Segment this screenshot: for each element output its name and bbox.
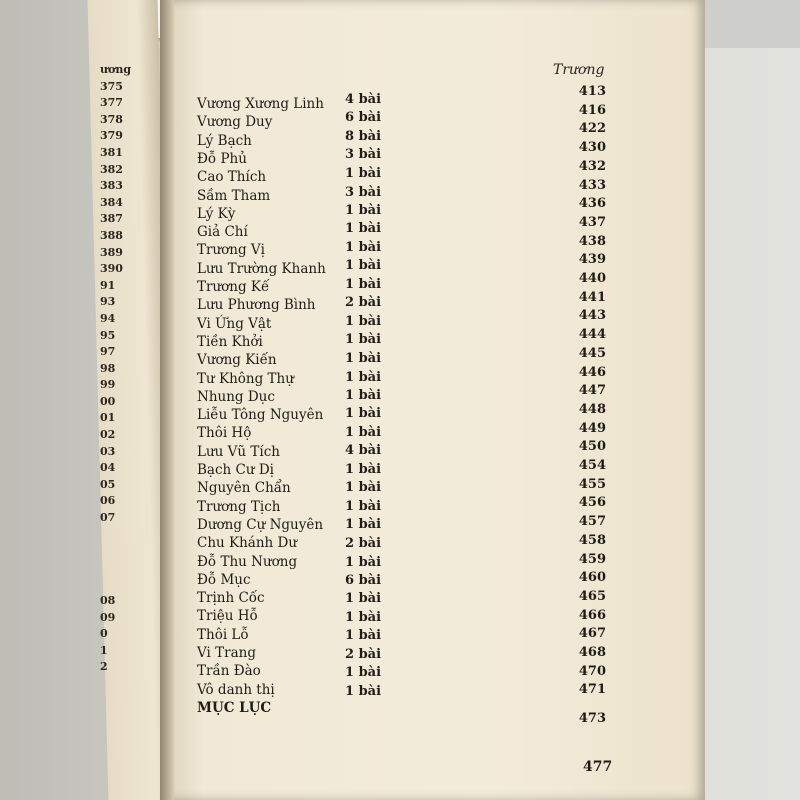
left-page-number: 95 <box>100 328 116 342</box>
entry-name: Thôi Lỗ <box>197 626 249 643</box>
entry-count: 1 bài <box>345 609 382 625</box>
entry-count: 4 bài <box>345 92 382 107</box>
entry-count: 1 bài <box>345 350 382 366</box>
left-page-number: 0 <box>100 627 108 641</box>
table-row <box>0 699 800 727</box>
left-page-number: 382 <box>100 162 123 176</box>
left-page-number: 02 <box>100 428 116 442</box>
entry-count: 1 bài <box>345 258 382 274</box>
entry-count: 1 bài <box>345 369 382 385</box>
table-row <box>0 271 800 295</box>
left-page-number: 2 <box>100 660 108 674</box>
table-row <box>0 458 800 476</box>
entry-name: Đỗ Phủ <box>197 150 247 167</box>
entry-page: 449 <box>578 420 606 436</box>
entry-name: Lý Kỳ <box>197 205 236 222</box>
entry-name: Lưu Trường Khanh <box>197 260 326 277</box>
entry-page: 430 <box>578 140 606 156</box>
entry-count: 1 bài <box>345 517 382 533</box>
entry-name: Đỗ Mục <box>197 571 251 588</box>
table-row <box>0 252 800 277</box>
page-column-header: Trương <box>553 62 605 78</box>
left-page-number: 377 <box>100 96 123 110</box>
entry-page: 473 <box>578 711 606 727</box>
entry-page: 471 <box>578 682 606 698</box>
entry-name: Tiền Khởi <box>197 333 263 350</box>
left-page-number: 04 <box>100 461 116 475</box>
entry-name: Dương Cự Nguyên <box>197 516 324 533</box>
table-row <box>0 645 800 663</box>
table-row <box>0 477 800 495</box>
left-page-number: 07 <box>100 511 116 525</box>
left-page-number: 93 <box>100 295 116 309</box>
entry-count: 1 bài <box>345 239 382 255</box>
table-row <box>0 233 800 259</box>
table-row <box>0 626 800 644</box>
entry-name: Lưu Vũ Tích <box>197 443 280 460</box>
entry-page: 422 <box>578 121 606 137</box>
table-row <box>0 289 800 314</box>
left-page-number: 384 <box>100 195 123 209</box>
table-row <box>0 327 800 350</box>
table-row <box>0 552 800 570</box>
entry-page: 413 <box>578 84 606 99</box>
left-page-number: 390 <box>100 262 123 276</box>
entry-name: Trịnh Cốc <box>197 590 265 607</box>
entry-count: 3 bài <box>345 184 382 200</box>
entry-name: Sầm Tham <box>197 187 271 204</box>
entry-page: 436 <box>578 196 606 212</box>
entry-name: MỤC LỤC <box>197 699 272 716</box>
left-page-number: 375 <box>100 79 123 93</box>
entry-page: 416 <box>578 102 606 118</box>
entry-page: 447 <box>578 383 606 399</box>
left-page-number: 06 <box>100 494 116 508</box>
table-row <box>0 664 800 682</box>
entry-page: 443 <box>578 308 606 324</box>
entry-name: Cao Thích <box>197 169 267 186</box>
entry-count: 1 bài <box>345 424 382 440</box>
entry-page: 458 <box>578 532 606 548</box>
left-page-number: 379 <box>100 129 123 143</box>
table-row <box>0 420 800 442</box>
entry-count: 4 bài <box>345 443 382 459</box>
left-page-number: 389 <box>100 245 123 259</box>
entry-page: 467 <box>578 626 606 642</box>
entry-count: 1 bài <box>345 387 382 403</box>
entry-name: Lý Bạch <box>197 132 252 149</box>
entry-page: 448 <box>578 401 606 417</box>
left-page-number: 388 <box>100 228 123 242</box>
entry-count: 1 bài <box>345 591 382 607</box>
entry-page: 437 <box>578 214 606 230</box>
entry-page: 470 <box>578 663 606 679</box>
table-row <box>0 533 800 551</box>
entry-count: 1 bài <box>345 165 382 181</box>
entry-page: 456 <box>578 495 606 511</box>
left-page-number: 03 <box>100 444 116 458</box>
left-page-number: 05 <box>100 477 116 491</box>
entry-name: Trương Tịch <box>197 498 281 515</box>
table-row <box>0 308 800 332</box>
entry-page: 440 <box>578 271 606 286</box>
entry-page: 465 <box>578 588 606 604</box>
entry-page: 468 <box>578 645 606 660</box>
table-row <box>0 682 800 700</box>
left-page-number: 91 <box>100 278 116 292</box>
left-page-number: 1 <box>100 643 108 657</box>
entry-page: 433 <box>578 177 606 193</box>
entry-name: Vi Trang <box>197 645 256 661</box>
entry-name: Tư Không Thự <box>197 370 294 387</box>
table-row <box>0 383 800 405</box>
entry-count: 1 bài <box>345 665 382 681</box>
entry-name: Vô danh thị <box>197 681 275 698</box>
entry-page: 432 <box>578 158 606 174</box>
table-row <box>0 439 800 460</box>
left-page-number: 98 <box>100 361 116 375</box>
left-page-number: 94 <box>100 311 116 325</box>
left-page-number: 99 <box>100 378 116 392</box>
entry-page: 450 <box>578 439 606 455</box>
entry-name: Liễu Tông Nguyên <box>197 407 324 424</box>
entry-page: 460 <box>578 570 606 586</box>
entry-page: 438 <box>578 233 606 249</box>
entry-count: 6 bài <box>345 110 382 126</box>
entry-page: 445 <box>578 345 606 361</box>
entry-page: 444 <box>578 327 606 343</box>
left-page-number: 387 <box>100 212 123 226</box>
entry-name: Vương Xương Linh <box>197 96 324 112</box>
entry-count: 6 bài <box>345 572 382 588</box>
entry-name: Vương Duy <box>197 114 273 131</box>
entry-name: Triệu Hỗ <box>197 608 258 625</box>
entry-name: Trần Đào <box>197 663 261 680</box>
table-row <box>0 589 800 607</box>
left-page-number: 97 <box>100 345 116 359</box>
entry-name: Nhung Dục <box>197 388 275 405</box>
entry-page: 466 <box>578 607 606 623</box>
left-page-number: 08 <box>100 594 116 607</box>
entry-name: Trương Kế <box>197 279 270 295</box>
left-page-number: 01 <box>100 411 116 425</box>
table-row <box>0 514 800 532</box>
table-row <box>0 608 800 626</box>
entry-name: Bạch Cư Dị <box>197 462 274 478</box>
entry-name: Giả Chí <box>197 224 248 241</box>
table-row <box>0 570 800 588</box>
entry-count: 1 bài <box>345 554 382 570</box>
entry-count: 2 bài <box>345 535 382 551</box>
entry-name: Nguyên Chẩn <box>197 480 291 497</box>
entry-count: 1 bài <box>345 498 382 514</box>
left-page-number: ương <box>100 63 132 76</box>
entry-page: 439 <box>578 252 606 268</box>
table-row <box>0 495 800 513</box>
left-page-number: 383 <box>100 179 123 193</box>
entry-count: 1 bài <box>345 628 382 644</box>
entry-page: 455 <box>578 476 606 492</box>
entry-count: 2 bài <box>345 295 382 311</box>
entry-page: 441 <box>578 289 606 305</box>
entry-page: 454 <box>578 458 606 473</box>
entry-count: 1 bài <box>345 406 382 422</box>
left-page-number: 00 <box>100 394 116 408</box>
entry-count: 1 bài <box>345 221 382 237</box>
left-page-number: 381 <box>100 145 123 159</box>
left-page-number: 378 <box>100 112 123 126</box>
entry-name: Trương Vị <box>197 242 265 259</box>
entry-name: Thôi Hộ <box>197 425 252 442</box>
left-page-number: 09 <box>100 610 116 624</box>
entry-name: Đỗ Thu Nương <box>197 553 298 570</box>
entry-count: 1 bài <box>345 313 382 329</box>
entry-count: 1 bài <box>345 683 382 699</box>
entry-name: Lưu Phương Bình <box>197 297 316 314</box>
entry-name: Vương Kiến <box>197 352 277 369</box>
entry-name: Chu Khánh Dư <box>197 535 298 552</box>
entry-count: 1 bài <box>345 480 382 496</box>
entry-page: 446 <box>578 364 606 380</box>
entry-count: 8 bài <box>345 128 382 144</box>
entry-count: 1 bài <box>345 462 382 477</box>
entry-page: 459 <box>578 551 606 567</box>
entry-count: 1 bài <box>345 277 382 292</box>
page-number: 477 <box>583 759 613 775</box>
entry-count: 1 bài <box>345 202 382 218</box>
entry-count: 3 bài <box>345 147 382 163</box>
entry-page: 457 <box>578 514 606 530</box>
entry-count: 1 bài <box>345 332 382 348</box>
entry-name: Vi Ứng Vật <box>197 315 272 332</box>
entry-count: 2 bài <box>345 647 382 662</box>
